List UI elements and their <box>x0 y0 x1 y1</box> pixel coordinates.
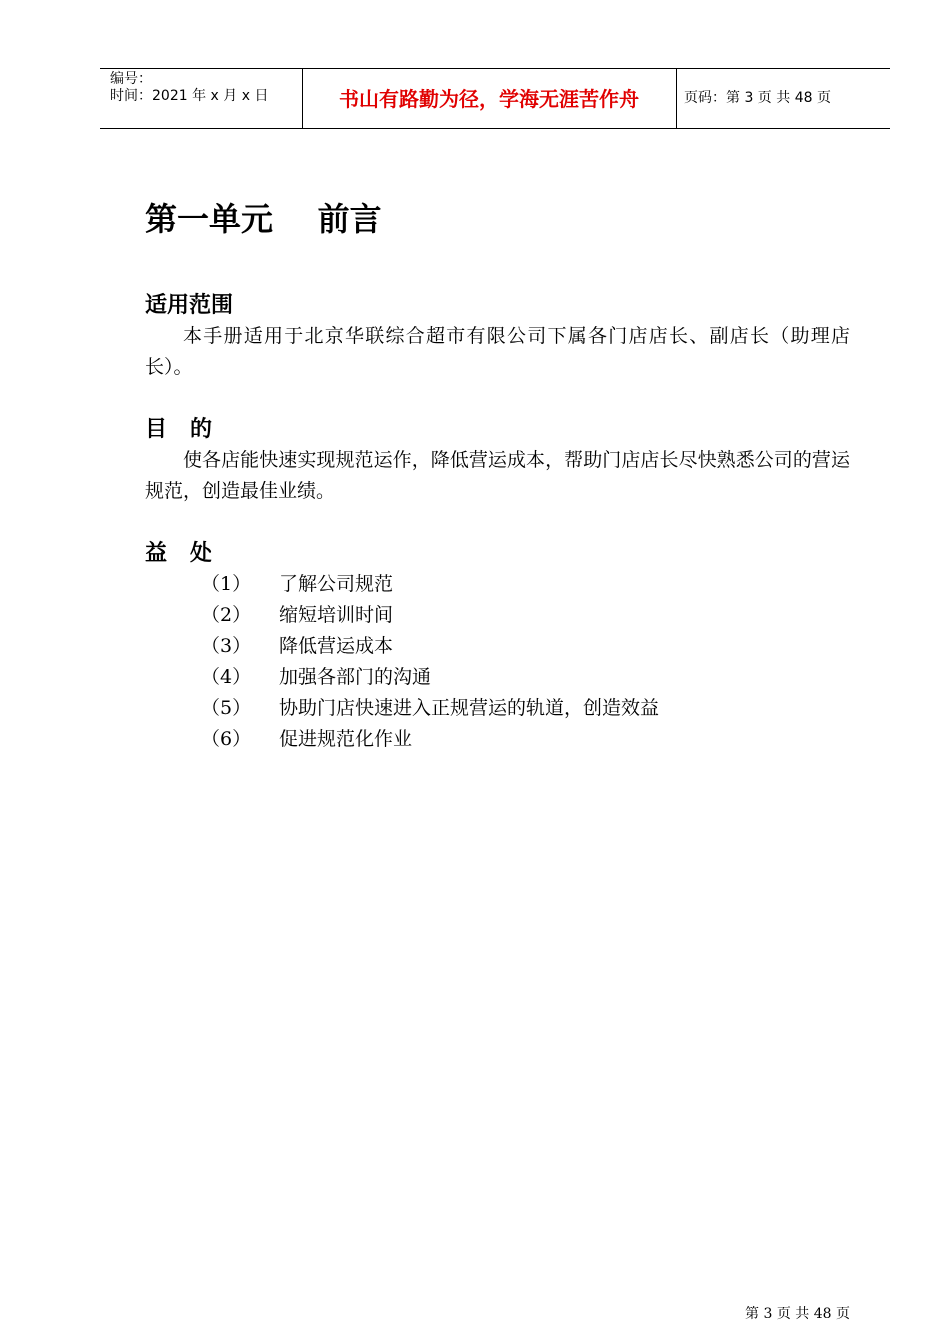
list-item-number: （4） <box>201 666 252 688</box>
document-number-label: 编号： <box>110 71 152 87</box>
section-text-scope: 本手册适用于北京华联综合超市有限公司下属各门店店长、副店长（助理店长）。 <box>145 325 850 378</box>
benefits-list <box>201 569 659 755</box>
list-item-text: 促进规范化作业 <box>279 728 413 750</box>
section-heading-scope: 适用范围 <box>145 293 234 318</box>
header-page-cell <box>676 69 890 128</box>
unit-title: 第一单元 前言 <box>145 200 382 238</box>
section-heading-benefits: 益 处 <box>145 541 212 566</box>
header-motto-cell <box>302 69 677 128</box>
list-item-text: 缩短培训时间 <box>279 604 394 626</box>
list-item <box>201 662 659 693</box>
list-item-text: 加强各部门的沟通 <box>279 666 432 688</box>
list-item-number: （6） <box>201 728 252 750</box>
header-info-cell <box>100 69 303 128</box>
list-item <box>201 600 659 631</box>
list-item <box>201 693 659 724</box>
list-item-number: （3） <box>201 635 252 657</box>
list-item-text: 协助门店快速进入正规营运的轨道，创造效益 <box>279 697 660 719</box>
list-item-text: 了解公司规范 <box>279 573 394 595</box>
section-text-purpose: 使各店能快速实现规范运作，降低营运成本，帮助门店店长尽快熟悉公司的营运规范，创造最佳业绩。 <box>145 449 850 502</box>
list-item-number: （5） <box>201 697 252 719</box>
page-footer: 第 3 页 共 48 页 <box>745 1306 850 1322</box>
list-item <box>201 569 659 600</box>
document-time-label: 时间：2021 年 x 月 x 日 <box>110 88 269 104</box>
list-item-number: （1） <box>201 573 252 595</box>
list-item <box>201 724 659 755</box>
page-header <box>100 68 890 129</box>
list-item <box>201 631 659 662</box>
list-item-text: 降低营运成本 <box>279 635 394 657</box>
header-motto: 书山有路勤为径，学海无涯苦作舟 <box>339 87 639 111</box>
list-item-number: （2） <box>201 604 252 626</box>
header-page-number: 页码：第 3 页 共 48 页 <box>684 90 831 106</box>
section-heading-purpose: 目 的 <box>145 417 212 442</box>
